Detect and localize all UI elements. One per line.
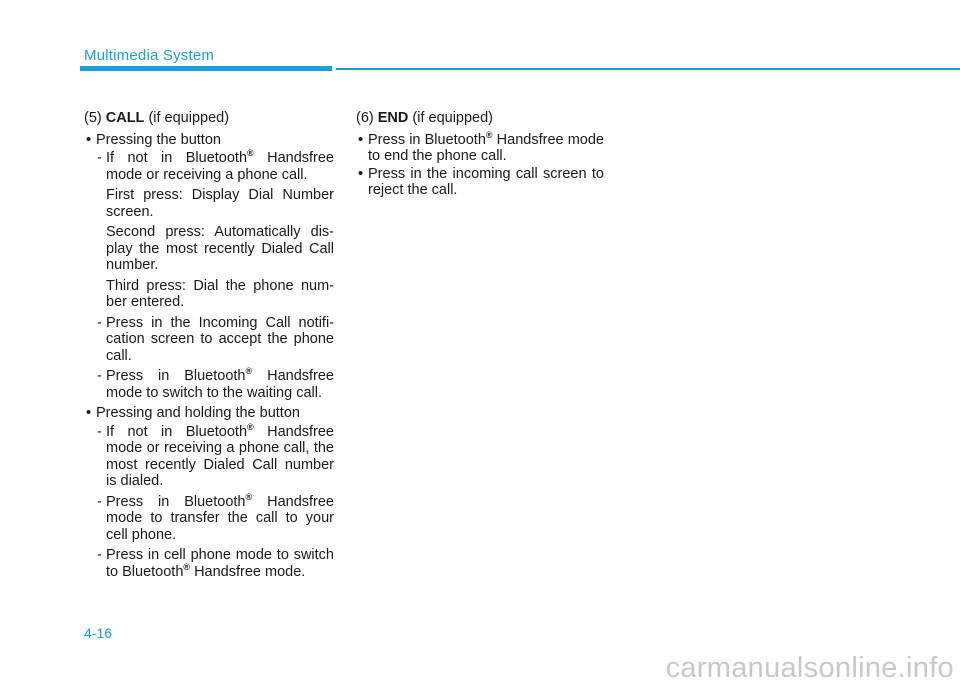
call-heading: (5) CALL (if equipped) xyxy=(84,110,230,126)
header-rule-thin xyxy=(336,68,960,70)
paragraph: Third press: Dial the phone num-ber entered. xyxy=(106,277,334,310)
watermark: carmanualsonline.info xyxy=(665,652,954,684)
header-rule-thick xyxy=(80,66,332,71)
left-column xyxy=(84,110,334,584)
section-title: Multimedia System xyxy=(84,47,215,64)
paragraph: Second press: Automatically dis-play the most recently Dialed Call number. xyxy=(106,224,334,273)
bullet-pressing: • Pressing the button xyxy=(84,132,334,149)
paragraph: First press: Display Dial Number screen. xyxy=(106,187,334,220)
sub-item: - If not in Bluetooth® Handsfree mode or receiving a phone call, the most recently Dialed Call number is dialed. xyxy=(97,421,334,489)
sub-item: - Press in the Incoming Call notifi-cation screen to accept the phone call. xyxy=(97,314,334,364)
sub-item: - If not in Bluetooth® Handsfree mode or receiving a phone call. xyxy=(97,148,334,183)
bullet-end-call: • Press in Bluetooth® Handsfree mode to end the phone call. xyxy=(356,132,604,165)
end-heading: (6) END (if equipped) xyxy=(356,110,494,126)
sub-item: - Press in Bluetooth® Handsfree mode to switch to the waiting call. xyxy=(97,366,334,401)
page-number: 4-16 xyxy=(84,625,113,641)
bullet-reject-call: • Press in the incoming call screen to reject the call. xyxy=(356,166,604,199)
sub-item: - Press in Bluetooth® Handsfree mode to transfer the call to your cell phone. xyxy=(97,491,334,543)
sub-item: - Press in cell phone mode to switch to Bluetooth® Handsfree mode. xyxy=(97,547,334,580)
bullet-pressing-holding: • Pressing and holding the button xyxy=(84,405,334,422)
right-column xyxy=(356,110,604,200)
